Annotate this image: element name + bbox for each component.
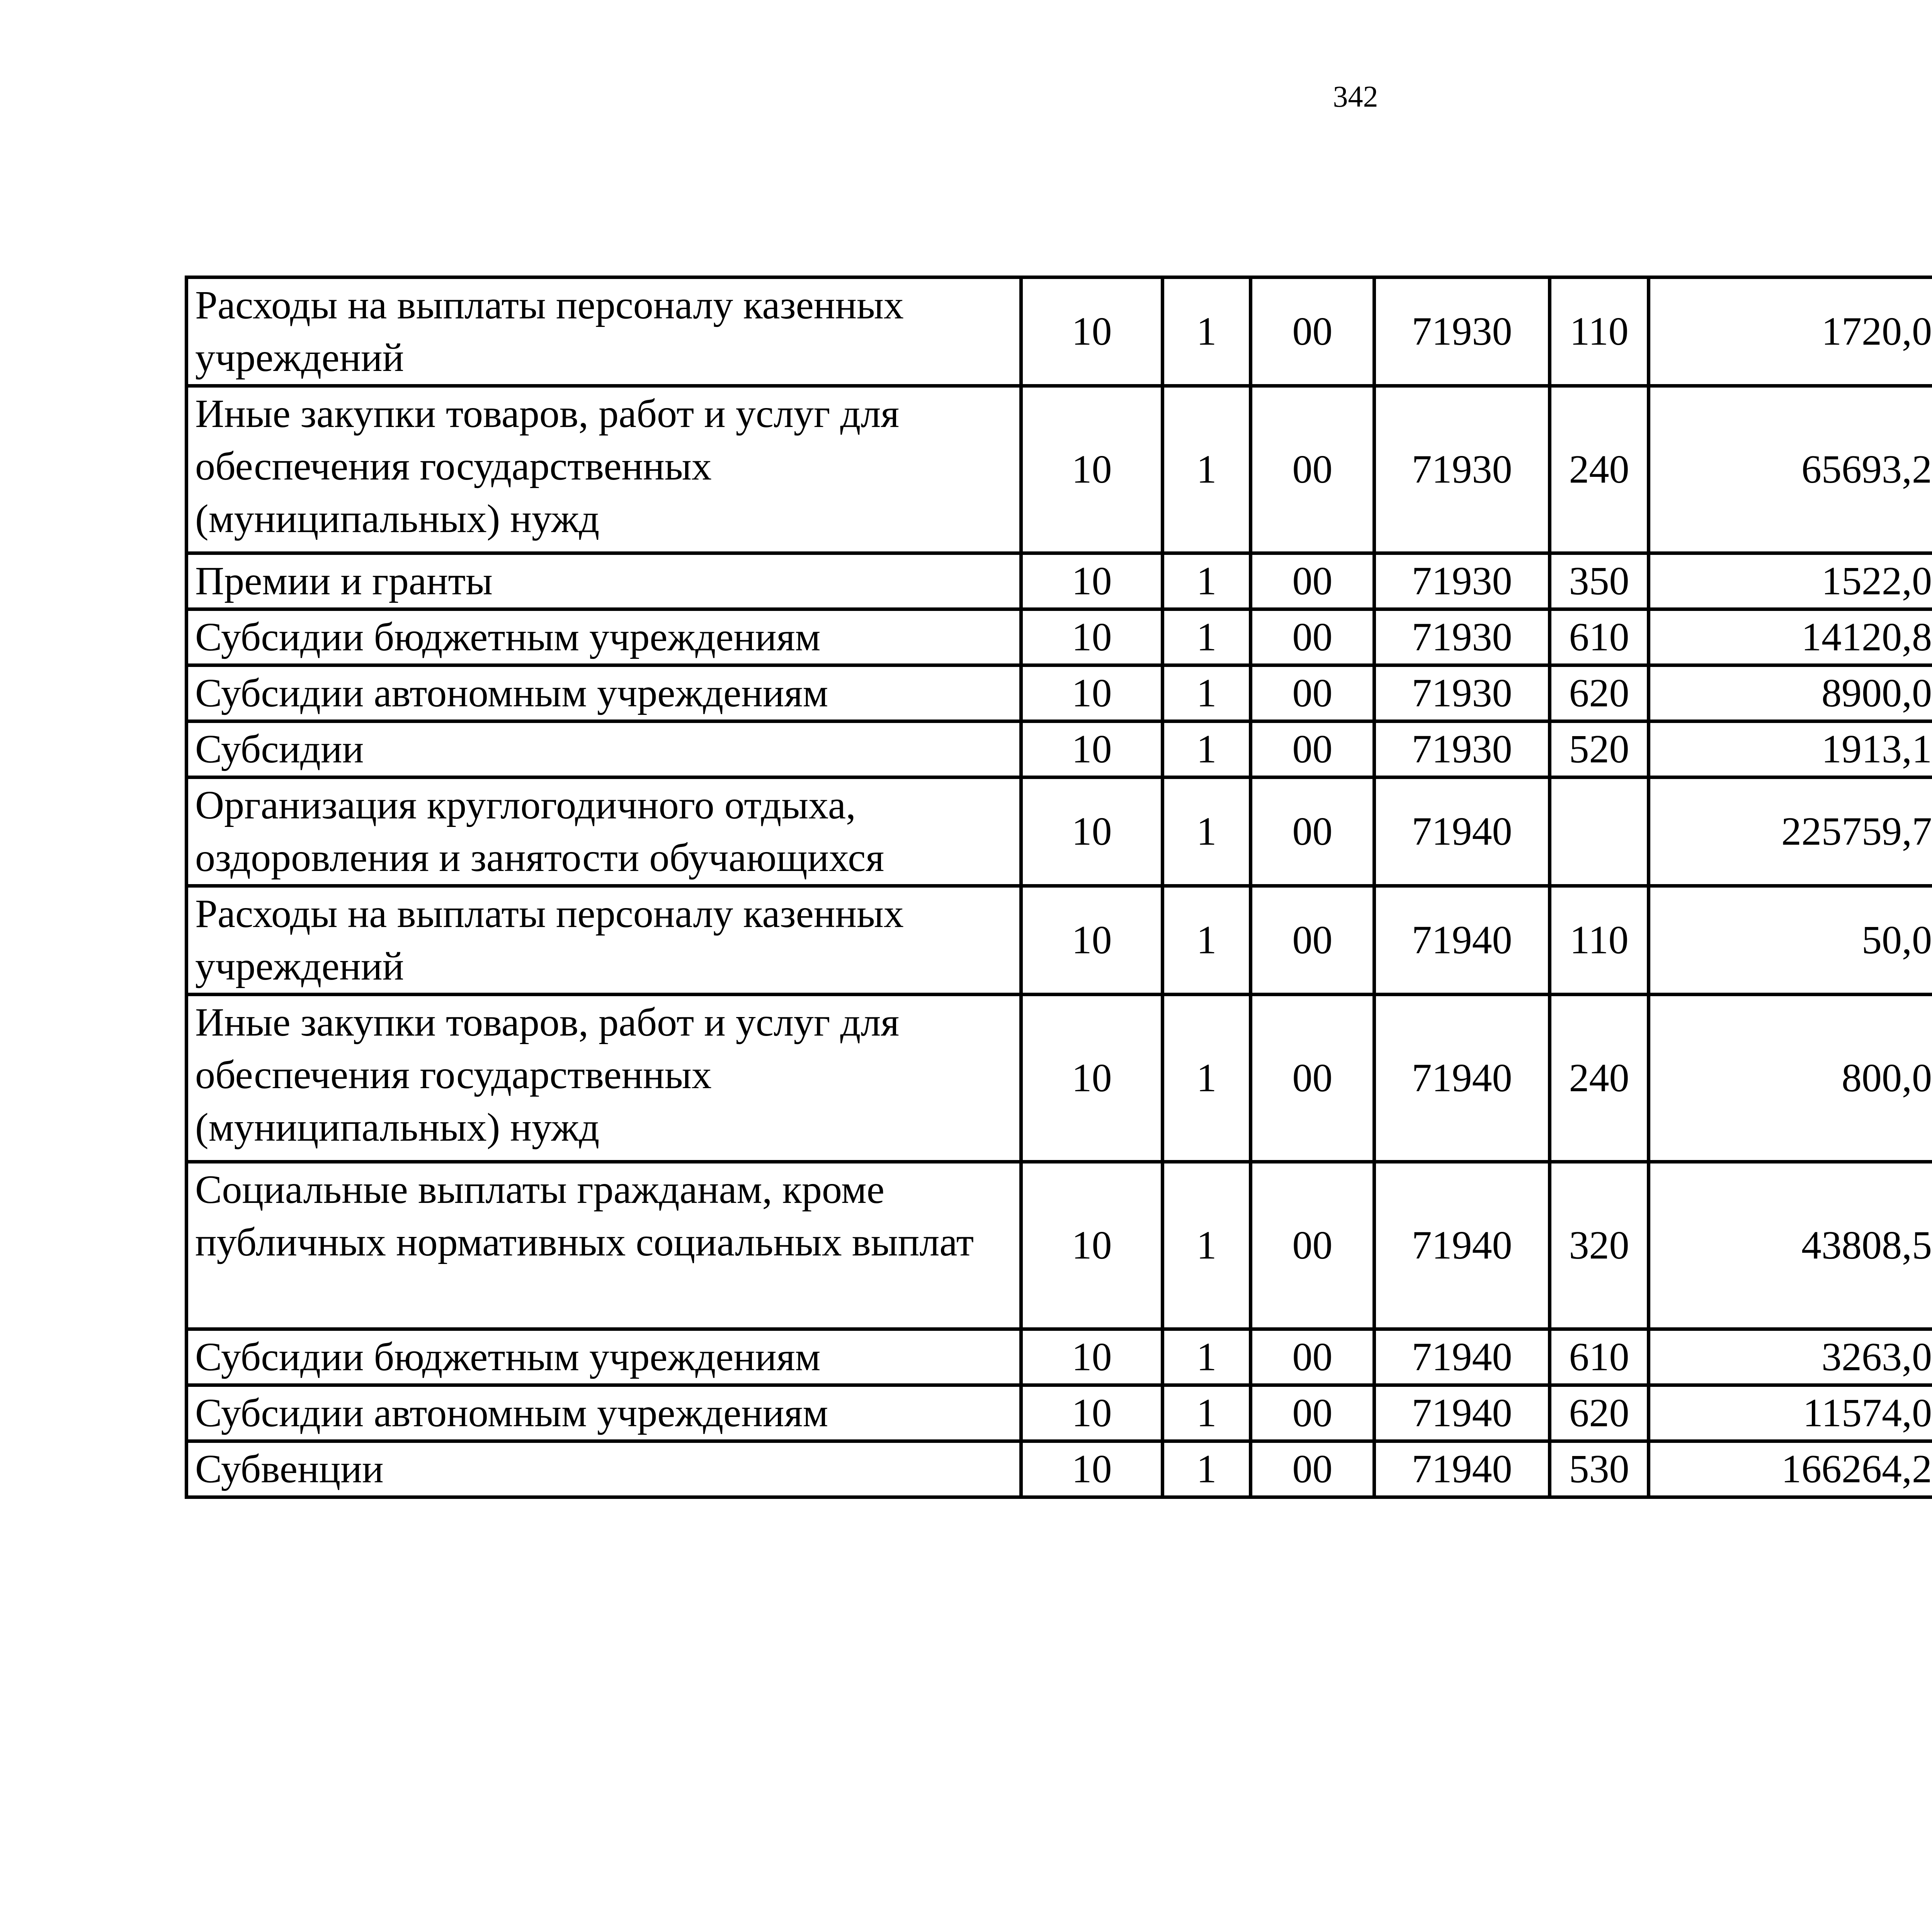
section-code-cell: 10 bbox=[1021, 1329, 1163, 1385]
table-row bbox=[187, 1329, 1932, 1385]
table-body bbox=[187, 277, 1932, 1497]
amount-year-1-cell: 1913,1 bbox=[1649, 721, 1932, 777]
amount-year-1-cell: 225759,7 bbox=[1649, 777, 1932, 886]
expense-type-cell: 110 bbox=[1550, 886, 1649, 995]
subsection-code-cell: 1 bbox=[1163, 1441, 1251, 1497]
amount-year-1-cell: 14120,8 bbox=[1649, 609, 1932, 665]
program-code-cell: 00 bbox=[1251, 721, 1374, 777]
expense-type-cell: 240 bbox=[1550, 995, 1649, 1162]
table-row bbox=[187, 995, 1932, 1162]
subsection-code-cell: 1 bbox=[1163, 1329, 1251, 1385]
item-code-cell: 71930 bbox=[1374, 665, 1550, 721]
subsection-code-cell: 1 bbox=[1163, 1162, 1251, 1329]
item-code-cell: 71930 bbox=[1374, 721, 1550, 777]
table-row bbox=[187, 777, 1932, 886]
table-row bbox=[187, 886, 1932, 995]
page-number: 342 bbox=[1333, 80, 1378, 113]
expense-type-cell: 610 bbox=[1550, 609, 1649, 665]
section-code-cell: 10 bbox=[1021, 1162, 1163, 1329]
amount-year-1-cell: 11574,0 bbox=[1649, 1385, 1932, 1441]
section-code-cell: 10 bbox=[1021, 665, 1163, 721]
row-name-cell: Субсидии автономным учреждениям bbox=[187, 1385, 1021, 1441]
section-code-cell: 10 bbox=[1021, 721, 1163, 777]
subsection-code-cell: 1 bbox=[1163, 721, 1251, 777]
program-code-cell: 00 bbox=[1251, 665, 1374, 721]
row-name-cell: Иные закупки товаров, работ и услуг для обеспечения государственных (муниципальных) нужд bbox=[187, 386, 1021, 553]
amount-year-1-cell: 166264,2 bbox=[1649, 1441, 1932, 1497]
subsection-code-cell: 1 bbox=[1163, 1385, 1251, 1441]
amount-year-1-cell: 50,0 bbox=[1649, 886, 1932, 995]
table-row bbox=[187, 1162, 1932, 1329]
program-code-cell: 00 bbox=[1251, 553, 1374, 609]
table-row bbox=[187, 609, 1932, 665]
section-code-cell: 10 bbox=[1021, 609, 1163, 665]
expense-type-cell: 520 bbox=[1550, 721, 1649, 777]
program-code-cell: 00 bbox=[1251, 386, 1374, 553]
expense-type-cell: 620 bbox=[1550, 665, 1649, 721]
item-code-cell: 71940 bbox=[1374, 1162, 1550, 1329]
item-code-cell: 71940 bbox=[1374, 886, 1550, 995]
row-name-cell: Расходы на выплаты персоналу казенных учреждений bbox=[187, 886, 1021, 995]
program-code-cell: 00 bbox=[1251, 1329, 1374, 1385]
table-row bbox=[187, 721, 1932, 777]
section-code-cell: 10 bbox=[1021, 777, 1163, 886]
subsection-code-cell: 1 bbox=[1163, 995, 1251, 1162]
row-name-cell: Социальные выплаты гражданам, кроме публичных нормативных социальных выплат bbox=[187, 1162, 1021, 1329]
amount-year-1-cell: 65693,2 bbox=[1649, 386, 1932, 553]
program-code-cell: 00 bbox=[1251, 277, 1374, 386]
expense-type-cell: 110 bbox=[1550, 277, 1649, 386]
item-code-cell: 71940 bbox=[1374, 995, 1550, 1162]
expense-type-cell: 620 bbox=[1550, 1385, 1649, 1441]
expense-type-cell: 350 bbox=[1550, 553, 1649, 609]
section-code-cell: 10 bbox=[1021, 386, 1163, 553]
expense-type-cell: 530 bbox=[1550, 1441, 1649, 1497]
section-code-cell: 10 bbox=[1021, 277, 1163, 386]
item-code-cell: 71930 bbox=[1374, 277, 1550, 386]
row-name-cell: Субсидии автономным учреждениям bbox=[187, 665, 1021, 721]
row-name-cell: Расходы на выплаты персоналу казенных учреждений bbox=[187, 277, 1021, 386]
amount-year-1-cell: 800,0 bbox=[1649, 995, 1932, 1162]
subsection-code-cell: 1 bbox=[1163, 886, 1251, 995]
item-code-cell: 71930 bbox=[1374, 386, 1550, 553]
program-code-cell: 00 bbox=[1251, 995, 1374, 1162]
table-row bbox=[187, 665, 1932, 721]
item-code-cell: 71940 bbox=[1374, 1441, 1550, 1497]
amount-year-1-cell: 43808,5 bbox=[1649, 1162, 1932, 1329]
subsection-code-cell: 1 bbox=[1163, 609, 1251, 665]
section-code-cell: 10 bbox=[1021, 1441, 1163, 1497]
row-name-cell: Субвенции bbox=[187, 1441, 1021, 1497]
program-code-cell: 00 bbox=[1251, 609, 1374, 665]
expense-type-cell bbox=[1550, 777, 1649, 886]
row-name-cell: Иные закупки товаров, работ и услуг для обеспечения государственных (муниципальных) нужд bbox=[187, 995, 1021, 1162]
section-code-cell: 10 bbox=[1021, 553, 1163, 609]
budget-table bbox=[185, 276, 1932, 1499]
program-code-cell: 00 bbox=[1251, 777, 1374, 886]
row-name-cell: Организация круглогодичного отдыха, оздоровления и занятости обучающихся bbox=[187, 777, 1021, 886]
subsection-code-cell: 1 bbox=[1163, 665, 1251, 721]
row-name-cell: Субсидии бюджетным учреждениям bbox=[187, 609, 1021, 665]
amount-year-1-cell: 8900,0 bbox=[1649, 665, 1932, 721]
table-row bbox=[187, 553, 1932, 609]
item-code-cell: 71940 bbox=[1374, 1385, 1550, 1441]
item-code-cell: 71940 bbox=[1374, 777, 1550, 886]
row-name-cell: Субсидии bbox=[187, 721, 1021, 777]
amount-year-1-cell: 3263,0 bbox=[1649, 1329, 1932, 1385]
program-code-cell: 00 bbox=[1251, 1385, 1374, 1441]
table-row bbox=[187, 1441, 1932, 1497]
program-code-cell: 00 bbox=[1251, 1162, 1374, 1329]
item-code-cell: 71930 bbox=[1374, 553, 1550, 609]
amount-year-1-cell: 1522,0 bbox=[1649, 553, 1932, 609]
item-code-cell: 71940 bbox=[1374, 1329, 1550, 1385]
item-code-cell: 71930 bbox=[1374, 609, 1550, 665]
subsection-code-cell: 1 bbox=[1163, 386, 1251, 553]
program-code-cell: 00 bbox=[1251, 1441, 1374, 1497]
subsection-code-cell: 1 bbox=[1163, 553, 1251, 609]
section-code-cell: 10 bbox=[1021, 886, 1163, 995]
row-name-cell: Субсидии бюджетным учреждениям bbox=[187, 1329, 1021, 1385]
amount-year-1-cell: 1720,0 bbox=[1649, 277, 1932, 386]
subsection-code-cell: 1 bbox=[1163, 277, 1251, 386]
expense-type-cell: 320 bbox=[1550, 1162, 1649, 1329]
table-row bbox=[187, 1385, 1932, 1441]
table-row bbox=[187, 277, 1932, 386]
table-row bbox=[187, 386, 1932, 553]
expense-type-cell: 610 bbox=[1550, 1329, 1649, 1385]
subsection-code-cell: 1 bbox=[1163, 777, 1251, 886]
section-code-cell: 10 bbox=[1021, 995, 1163, 1162]
section-code-cell: 10 bbox=[1021, 1385, 1163, 1441]
expense-type-cell: 240 bbox=[1550, 386, 1649, 553]
row-name-cell: Премии и гранты bbox=[187, 553, 1021, 609]
program-code-cell: 00 bbox=[1251, 886, 1374, 995]
